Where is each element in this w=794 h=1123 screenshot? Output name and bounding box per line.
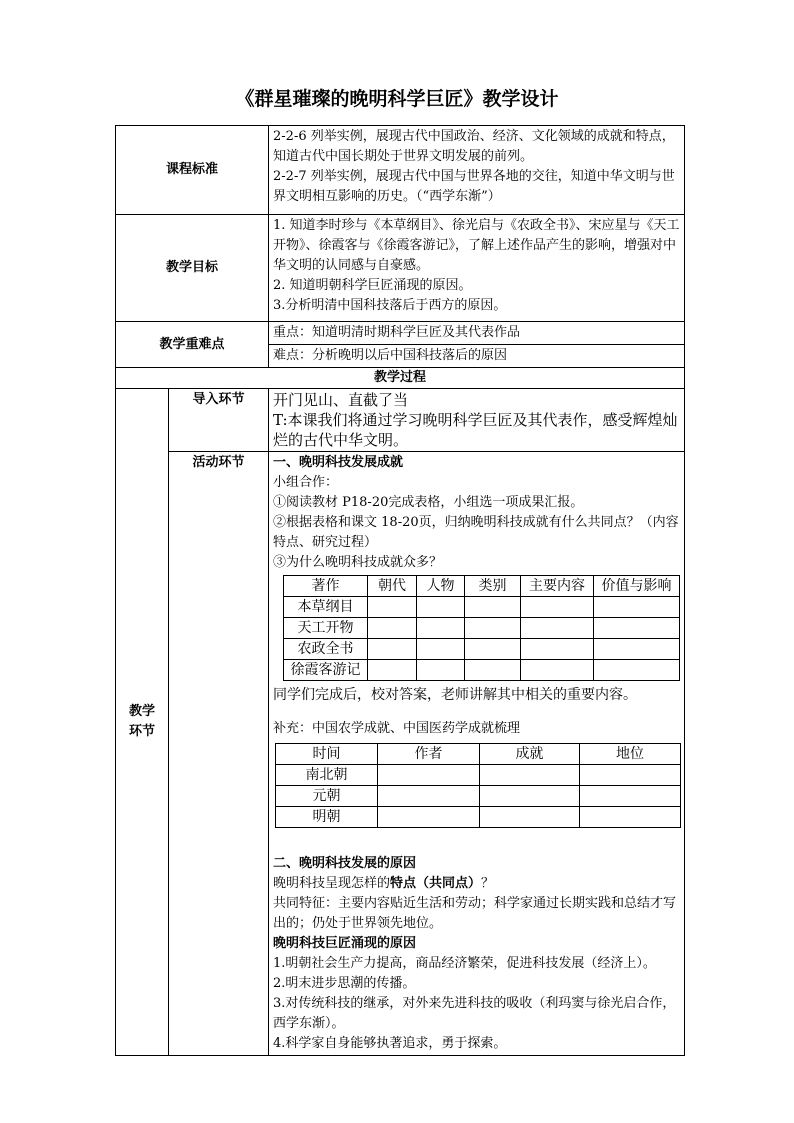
empty-cell[interactable] — [465, 660, 521, 681]
goal-line-2: 2. 知道明朝科学巨匠涌现的原因。 — [273, 278, 472, 293]
table-row — [284, 660, 680, 681]
reason-2: 2.明末进步思潮的传播。 — [273, 976, 416, 991]
page-title: 《群星璀璨的晚明科学巨匠》教学设计 — [235, 88, 559, 110]
header-cell: 类别 — [465, 576, 521, 597]
row-label: 南北朝 — [276, 765, 378, 786]
reason-title: 晚明科技巨匠涌现的原因 — [273, 936, 417, 951]
empty-cell[interactable] — [465, 618, 521, 639]
empty-cell[interactable] — [580, 765, 681, 786]
header-cell: 成就 — [480, 744, 580, 765]
outer-label-line-1: 教学 — [128, 704, 155, 719]
works-table — [283, 575, 680, 681]
empty-cell[interactable] — [580, 786, 681, 807]
task-3: ③为什么晚明科技成就众多？ — [273, 555, 443, 570]
outer-label-line-2: 环节 — [128, 724, 155, 739]
header-cell: 地位 — [580, 744, 681, 765]
empty-cell[interactable] — [465, 597, 521, 618]
empty-cell[interactable] — [417, 597, 465, 618]
standard-line-1: 2-2-6 列举实例，展现古代中国政治、经济、文化领域的成就和特点，知道古代中国长期处于世界文明发展的前列。 — [273, 129, 675, 164]
process-header: 教学过程 — [116, 368, 685, 389]
empty-cell[interactable] — [465, 639, 521, 660]
question — [273, 874, 680, 894]
row-label: 徐霞客游记 — [284, 660, 368, 681]
empty-cell[interactable] — [368, 597, 417, 618]
process-header-row — [116, 368, 685, 389]
group-work: 小组合作： — [273, 475, 339, 490]
empty-cell[interactable] — [378, 786, 480, 807]
goals-row — [116, 215, 685, 322]
difficulty-point: 难点：分析晚明以后中国科技落后的原因 — [269, 345, 685, 368]
empty-cell[interactable] — [521, 660, 594, 681]
reason-4: 4.科学家自身能够执著追求，勇于探索。 — [273, 1036, 507, 1051]
empty-cell[interactable] — [594, 618, 680, 639]
table-row — [276, 786, 681, 807]
goal-line-3: 3.分析明清中国科技落后于西方的原因。 — [273, 298, 507, 313]
empty-cell[interactable] — [480, 786, 580, 807]
achievements-table-header — [276, 744, 681, 765]
table-row — [284, 597, 680, 618]
header-cell: 朝代 — [368, 576, 417, 597]
header-cell: 作者 — [378, 744, 480, 765]
intro-row — [116, 389, 685, 452]
heading-achievements: 一、晚明科技发展成就 — [273, 455, 404, 470]
header-cell: 时间 — [276, 744, 378, 765]
activity-label: 活动环节 — [169, 452, 269, 1056]
table-row — [276, 765, 681, 786]
header-cell: 主要内容 — [521, 576, 594, 597]
after-table-note: 同学们完成后，校对答案，老师讲解其中相关的重要内容。 — [273, 687, 638, 703]
question-prefix: 晚明科技呈现怎样的 — [273, 876, 391, 891]
standards-label: 课程标准 — [116, 126, 269, 215]
row-label: 本草纲目 — [284, 597, 368, 618]
table-row — [276, 807, 681, 828]
standards-row — [116, 126, 685, 215]
spacer — [273, 705, 680, 719]
question-suffix: ？ — [481, 876, 495, 891]
supplement: 补充：中国农学成就、中国医药学成就梳理 — [273, 721, 521, 736]
activity-row — [116, 452, 685, 1056]
keypoint-row-1 — [116, 322, 685, 345]
spacer — [273, 832, 680, 854]
reason-1: 1.明朝社会生产力提高，商品经济繁荣，促进科技发展（经济上）。 — [273, 956, 656, 971]
row-label: 明朝 — [276, 807, 378, 828]
common-features: 共同特征：主要内容贴近生活和劳动；科学家通过长期实践和总结才写出的；仍处于世界领先地位。 — [273, 896, 677, 931]
empty-cell[interactable] — [368, 660, 417, 681]
intro-label: 导入环节 — [169, 389, 269, 452]
empty-cell[interactable] — [417, 660, 465, 681]
empty-cell[interactable] — [521, 618, 594, 639]
row-label: 元朝 — [276, 786, 378, 807]
empty-cell[interactable] — [521, 639, 594, 660]
intro-line-2: T:本课我们将通过学习晚明科学巨匠及其代表作，感受辉煌灿烂的古代中华文明。 — [273, 411, 678, 449]
empty-cell[interactable] — [521, 597, 594, 618]
header-cell: 价值与影响 — [594, 576, 680, 597]
question-bold: 特点（共同点） — [390, 876, 482, 891]
empty-cell[interactable] — [594, 639, 680, 660]
heading-reasons: 二、晚明科技发展的原因 — [273, 856, 417, 871]
row-label: 农政全书 — [284, 639, 368, 660]
outer-label — [116, 389, 169, 1056]
works-table-header — [284, 576, 680, 597]
task-2: ②根据表格和课文 18-20页，归纳晚明科技成就有什么共同点？（内容特点、研究过程） — [273, 515, 679, 550]
row-label: 天工开物 — [284, 618, 368, 639]
empty-cell[interactable] — [417, 639, 465, 660]
empty-cell[interactable] — [378, 807, 480, 828]
table-row — [284, 618, 680, 639]
empty-cell[interactable] — [594, 597, 680, 618]
header-cell: 著作 — [284, 576, 368, 597]
empty-cell[interactable] — [417, 618, 465, 639]
key-point: 重点：知道明清时期科学巨匠及其代表作品 — [269, 322, 685, 345]
achievements-table — [275, 743, 681, 828]
header-cell: 人物 — [417, 576, 465, 597]
intro-line-1: 开门见山、直截了当 — [273, 391, 409, 409]
empty-cell[interactable] — [480, 807, 580, 828]
empty-cell[interactable] — [580, 807, 681, 828]
empty-cell[interactable] — [368, 639, 417, 660]
table-row — [284, 639, 680, 660]
lesson-plan-table — [115, 125, 685, 1056]
task-1: ①阅读教材 P18-20完成表格，小组选一项成果汇报。 — [273, 495, 584, 510]
keypoints-label: 教学重难点 — [116, 322, 269, 368]
goals-label: 教学目标 — [116, 215, 269, 322]
reason-3: 3.对传统科技的继承，对外来先进科技的吸收（利玛窦与徐光启合作，西学东渐）。 — [273, 996, 676, 1031]
empty-cell[interactable] — [480, 765, 580, 786]
standard-line-2: 2-2-7 列举实例，展现古代中国与世界各地的交往，知道中华文明与世界文明相互影响的历史。（“西学东渐”） — [273, 169, 675, 204]
empty-cell[interactable] — [378, 765, 480, 786]
goal-line-1: 1. 知道李时珍与《本草纲目》、徐光启与《农政全书》、宋应星与《天工开物》、徐霞客与《徐霞客游记》，了解上述作品产生的影响，增强对中华文明的认同感与自豪感。 — [273, 218, 680, 273]
empty-cell[interactable] — [594, 660, 680, 681]
empty-cell[interactable] — [368, 618, 417, 639]
